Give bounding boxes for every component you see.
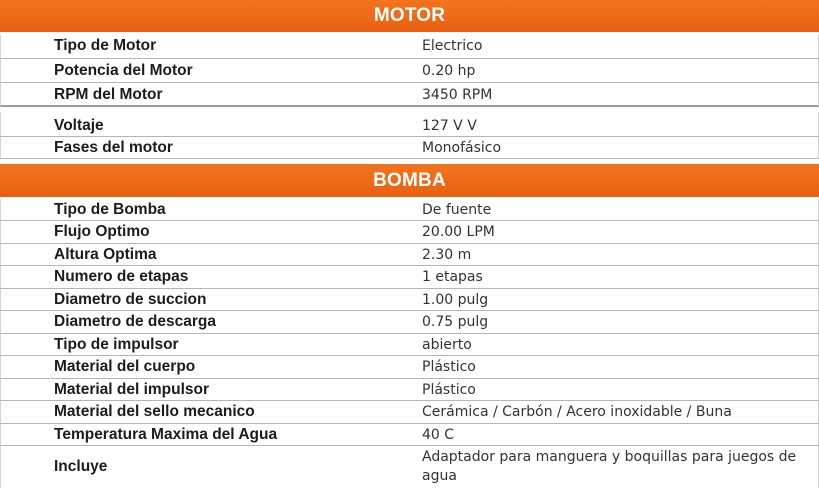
spec-value: 2.30 m	[422, 247, 472, 263]
spec-value: Electrico	[422, 38, 483, 54]
bomba-section-header: BOMBA	[0, 164, 819, 197]
spec-value: 40 C	[422, 427, 455, 443]
spec-value: 127 V V	[422, 118, 477, 134]
spec-label: Voltaje	[54, 117, 104, 134]
spec-value: 20.00 LPM	[422, 224, 495, 240]
spec-label: Tipo de impulsor	[54, 336, 179, 353]
bomba-row-flujo	[0, 221, 819, 244]
spec-value: Adaptador para manguera y boquillas para juegos de agua	[422, 449, 797, 484]
spec-label: Tipo de Bomba	[54, 201, 166, 218]
spec-value: 0.75 pulg	[422, 314, 489, 330]
motor-row-potencia	[0, 59, 819, 83]
spec-value: Plástico	[422, 359, 476, 375]
spec-label: Numero de etapas	[54, 268, 189, 285]
spec-value: Cerámica / Carbón / Acero inoxidable / Buna	[422, 404, 732, 420]
motor-section-header: MOTOR	[0, 0, 819, 32]
spec-value: Monofásico	[422, 140, 502, 156]
bomba-row-descarga	[0, 311, 819, 334]
bomba-row-incluye	[0, 446, 819, 488]
spec-value: 1 etapas	[422, 269, 483, 285]
spec-value: Plástico	[422, 382, 476, 398]
bomba-row-impulsor-material	[0, 379, 819, 401]
spec-label: Material del sello mecanico	[54, 403, 255, 420]
bomba-row-tipo	[0, 199, 819, 221]
spec-label: Temperatura Maxima del Agua	[54, 426, 278, 443]
bomba-row-succion	[0, 289, 819, 311]
spec-label: RPM del Motor	[54, 86, 163, 103]
spec-label: Altura Optima	[54, 246, 157, 263]
bomba-row-impulsor-tipo	[0, 334, 819, 356]
spec-value: De fuente	[422, 202, 492, 218]
spec-label: Incluye	[54, 458, 108, 475]
bomba-row-etapas	[0, 266, 819, 289]
spec-label: Fases del motor	[54, 139, 173, 156]
bomba-row-sello	[0, 401, 819, 424]
motor-row-tipo	[0, 35, 819, 59]
motor-row-voltaje	[0, 112, 819, 137]
bomba-row-altura	[0, 244, 819, 266]
spec-value: 0.20 hp	[422, 63, 476, 79]
motor-row-fases	[0, 137, 819, 159]
spec-label: Flujo Optimo	[54, 223, 150, 240]
bomba-row-cuerpo	[0, 356, 819, 379]
bomba-row-temperatura	[0, 424, 819, 446]
spec-label: Diametro de descarga	[54, 313, 216, 330]
spec-label: Tipo de Motor	[54, 37, 157, 54]
spec-value: abierto	[422, 337, 472, 353]
spec-label: Material del cuerpo	[54, 358, 196, 375]
spec-label: Material del impulsor	[54, 381, 210, 398]
spec-label: Potencia del Motor	[54, 62, 193, 79]
spec-value: 3450 RPM	[422, 87, 493, 103]
spec-label: Diametro de succion	[54, 291, 207, 308]
motor-row-rpm	[0, 83, 819, 107]
spec-value: 1.00 pulg	[422, 292, 489, 308]
